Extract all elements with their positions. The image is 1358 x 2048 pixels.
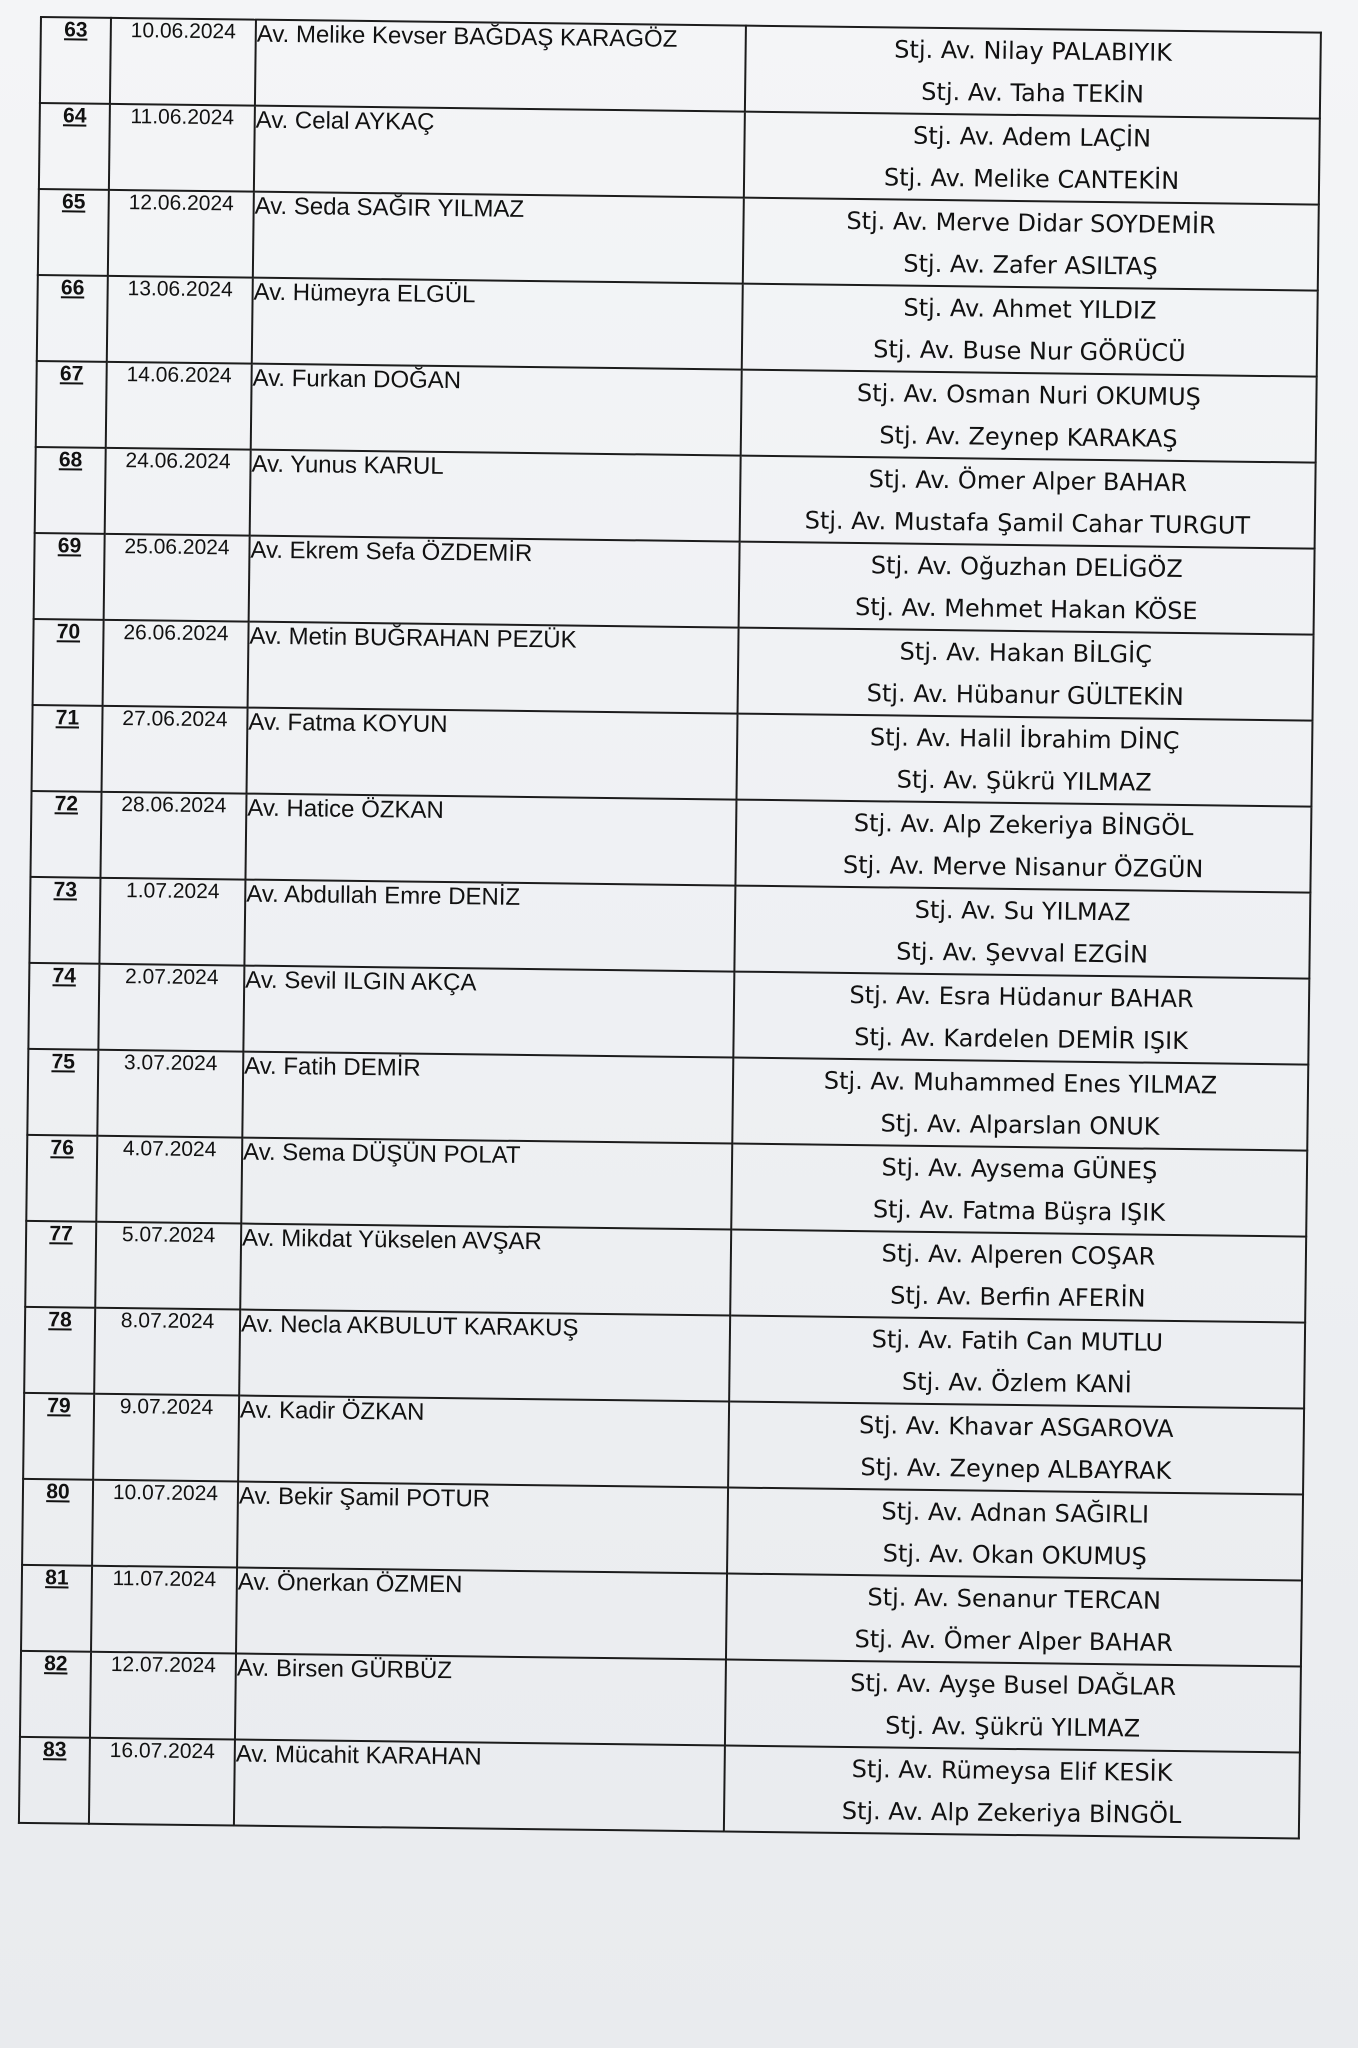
duty-date: 10.06.2024 [110,18,256,106]
table-row [34,533,1315,635]
intern-name: Stj. Av. Zafer ASILTAŞ [903,249,1158,281]
row-number [20,1651,91,1738]
row-number-text: 69 [57,534,82,558]
lawyer-name: Av. Seda SAĞIR YILMAZ [253,192,744,284]
table-row [35,447,1316,549]
intern-name: Stj. Av. Melike CANTEKİN [883,163,1180,195]
row-number-text: 66 [60,276,85,300]
row-number-text: 74 [52,964,77,988]
row-number [28,963,99,1050]
table-row [26,1135,1307,1237]
row-number-text: 81 [45,1566,69,1590]
intern-name: Stj. Av. Senanur TERCAN [867,1583,1162,1615]
intern-list [745,26,1321,119]
table-row [40,17,1321,119]
intern-name: Stj. Av. Merve Nisanur ÖZGÜN [842,850,1204,884]
intern-name: Stj. Av. Zeynep KARAKAŞ [879,421,1178,453]
lawyer-name: Av. Sevil ILGIN AKÇA [243,966,734,1058]
row-number-text: 83 [42,1738,67,1762]
duty-date: 3.07.2024 [97,1050,243,1138]
table-row [19,1737,1300,1839]
row-number [22,1479,93,1566]
intern-name: Stj. Av. Ahmet YILDIZ [903,293,1157,325]
intern-name: Stj. Av. Mehmet Hakan KÖSE [854,593,1198,626]
duty-date: 4.07.2024 [96,1136,242,1224]
row-number [37,275,108,362]
row-number [32,705,103,792]
intern-name: Stj. Av. Esra Hüdanur BAHAR [849,980,1194,1014]
duty-date: 14.06.2024 [106,362,252,450]
intern-name: Stj. Av. Berfin AFERİN [890,1281,1146,1313]
intern-name: Stj. Av. Ömer Alper BAHAR [854,1625,1174,1657]
intern-name: Stj. Av. Şükrü YILMAZ [896,765,1152,797]
table-row [28,963,1309,1065]
intern-name: Stj. Av. Mustafa Şamil Cahar TURGUT [804,506,1251,540]
intern-name: Stj. Av. Osman Nuri OKUMUŞ [856,379,1202,412]
row-number-text: 76 [50,1136,74,1160]
row-number-text: 65 [61,190,86,214]
duty-date: 27.06.2024 [102,706,248,794]
row-number-text: 67 [59,362,84,386]
row-number-text: 72 [54,792,79,816]
intern-list [736,714,1312,807]
row-number [19,1737,90,1824]
intern-name: Stj. Av. Adem LAÇİN [912,121,1152,153]
intern-name: Stj. Av. Nilay PALABIYIK [894,35,1173,67]
duty-date: 12.06.2024 [108,190,254,278]
table-row [21,1565,1302,1667]
row-number-text: 73 [53,878,78,902]
intern-name: Stj. Av. Zeynep ALBAYRAK [860,1453,1172,1485]
row-number-text: 78 [48,1308,72,1332]
intern-name: Stj. Av. Alp Zekeriya BİNGÖL [841,1796,1182,1830]
lawyer-name: Av. Kadir ÖZKAN [238,1396,729,1488]
intern-name: Stj. Av. Adnan SAĞIRLI [881,1497,1150,1529]
lawyer-name: Av. Sema DÜŞÜN POLAT [241,1138,732,1230]
lawyer-name: Av. Hümeyra ELGÜL [252,278,743,370]
intern-name: Stj. Av. Taha TEKİN [921,77,1145,109]
duty-date: 16.07.2024 [89,1738,235,1826]
table-row [38,189,1319,291]
row-number [27,1049,98,1136]
lawyer-name: Av. Hatice ÖZKAN [245,794,736,886]
row-number-text: 71 [55,706,80,730]
intern-name: Stj. Av. Merve Didar SOYDEMİR [846,206,1216,240]
lawyer-name: Av. Melike Kevser BAĞDAŞ KARAGÖZ [255,20,746,112]
lawyer-name: Av. Celal AYKAÇ [254,106,745,198]
intern-list [738,628,1314,721]
duty-date: 2.07.2024 [98,964,244,1052]
duty-date: 11.07.2024 [91,1566,237,1654]
intern-list [742,284,1318,377]
intern-name: Stj. Av. Khavar ASGAROVA [858,1411,1174,1443]
row-number [34,533,105,620]
row-number [36,361,107,448]
table-row [25,1221,1306,1323]
lawyer-name: Av. Bekir Şamil POTUR [237,1482,728,1574]
row-number-text: 79 [47,1394,71,1418]
intern-name: Stj. Av. Ömer Alper BAHAR [868,465,1188,498]
table-row [32,705,1313,807]
intern-list [730,1230,1306,1323]
intern-name: Stj. Av. Ayşe Busel DAĞLAR [850,1669,1177,1702]
row-number-text: 68 [58,448,83,472]
table-row [29,877,1310,979]
row-number [30,791,101,878]
intern-list [740,456,1316,549]
intern-name: Stj. Av. Şevval EZGİN [896,937,1149,969]
assignment-table [18,16,1322,1840]
intern-list [724,1745,1300,1838]
intern-list [727,1488,1303,1581]
intern-name: Stj. Av. Alp Zekeriya BİNGÖL [853,809,1194,842]
intern-name: Stj. Av. Okan OKUMUŞ [882,1539,1148,1571]
intern-name: Stj. Av. Buse Nur GÖRÜCÜ [873,335,1186,368]
intern-list [743,198,1319,291]
lawyer-name: Av. Fatma KOYUN [247,708,738,800]
intern-name: Stj. Av. Özlem KANİ [901,1367,1132,1399]
intern-name: Stj. Av. Rümeysa Elif KESİK [851,1755,1173,1787]
table-row [30,791,1311,893]
table-row [36,361,1317,463]
intern-list [729,1316,1305,1409]
table-row [22,1479,1303,1581]
intern-name: Stj. Av. Fatih Can MUTLU [871,1325,1164,1357]
table-row [20,1651,1301,1753]
table-row [33,619,1314,721]
row-number [38,189,109,276]
intern-list [741,370,1317,463]
lawyer-name: Av. Abdullah Emre DENİZ [244,880,735,972]
lawyer-name: Av. Mikdat Yükselen AVŞAR [240,1224,731,1316]
intern-name: Stj. Av. Şükrü YILMAZ [885,1711,1141,1743]
row-number-text: 80 [46,1480,70,1504]
intern-list [733,972,1309,1065]
intern-list [725,1660,1301,1753]
table-row [24,1307,1305,1409]
duty-date: 11.06.2024 [109,104,255,192]
row-number [25,1221,96,1308]
intern-name: Stj. Av. Hakan BİLGİÇ [899,637,1153,669]
intern-list [726,1574,1302,1667]
duty-date: 1.07.2024 [99,878,245,966]
lawyer-name: Av. Yunus KARUL [250,450,741,542]
lawyer-name: Av. Necla AKBULUT KARAKUŞ [239,1310,730,1402]
intern-name: Stj. Av. Kardelen DEMİR IŞIK [854,1023,1189,1056]
row-number [33,619,104,706]
duty-date: 8.07.2024 [94,1308,240,1396]
table-row [37,275,1318,377]
row-number-text: 63 [64,18,88,42]
row-number [39,103,110,190]
row-number-text: 77 [49,1222,73,1246]
lawyer-name: Av. Önerkan ÖZMEN [236,1568,727,1660]
intern-name: Stj. Av. Hübanur GÜLTEKİN [866,679,1184,712]
intern-list [734,886,1310,979]
table-row [23,1393,1304,1495]
duty-date: 9.07.2024 [93,1394,239,1482]
duty-date: 26.06.2024 [103,620,249,708]
duty-date: 28.06.2024 [100,792,246,880]
intern-name: Stj. Av. Su YILMAZ [914,895,1131,927]
intern-list [739,542,1315,635]
duty-date: 13.06.2024 [107,276,253,364]
intern-name: Stj. Av. Aysema GÜNEŞ [881,1153,1158,1185]
intern-name: Stj. Av. Alparslan ONUK [880,1109,1160,1141]
duty-date: 5.07.2024 [95,1222,241,1310]
table-row [39,103,1320,205]
intern-list [732,1058,1308,1151]
intern-name: Stj. Av. Oğuzhan DELİGÖZ [870,551,1183,584]
lawyer-name: Av. Ekrem Sefa ÖZDEMİR [249,536,740,628]
row-number-text: 82 [44,1652,68,1676]
duty-date: 12.07.2024 [90,1652,236,1740]
row-number [40,17,111,104]
intern-list [731,1144,1307,1237]
lawyer-name: Av. Mücahit KARAHAN [234,1740,725,1832]
row-number [21,1565,92,1652]
intern-list [744,112,1320,205]
row-number [26,1135,97,1222]
duty-date: 10.07.2024 [92,1480,238,1568]
row-number-text: 75 [51,1050,76,1074]
lawyer-name: Av. Birsen GÜRBÜZ [235,1654,726,1746]
row-number [29,877,100,964]
row-number-text: 64 [62,104,87,128]
table-body [19,17,1321,1839]
intern-name: Stj. Av. Halil İbrahim DİNÇ [869,723,1180,755]
duty-date: 24.06.2024 [105,448,251,536]
intern-list [735,800,1311,893]
row-number [35,447,106,534]
table-row [27,1049,1308,1151]
lawyer-name: Av. Furkan DOĞAN [251,364,742,456]
duty-date: 25.06.2024 [104,534,250,622]
lawyer-name: Av. Metin BUĞRAHAN PEZÜK [248,622,739,714]
lawyer-name: Av. Fatih DEMİR [242,1052,733,1144]
row-number [23,1393,94,1480]
intern-name: Stj. Av. Fatma Büşra IŞIK [872,1195,1166,1227]
intern-name: Stj. Av. Alperen COŞAR [881,1239,1156,1271]
row-number-text: 70 [56,620,81,644]
row-number [24,1307,95,1394]
intern-name: Stj. Av. Muhammed Enes YILMAZ [823,1066,1218,1100]
intern-list [728,1402,1304,1495]
